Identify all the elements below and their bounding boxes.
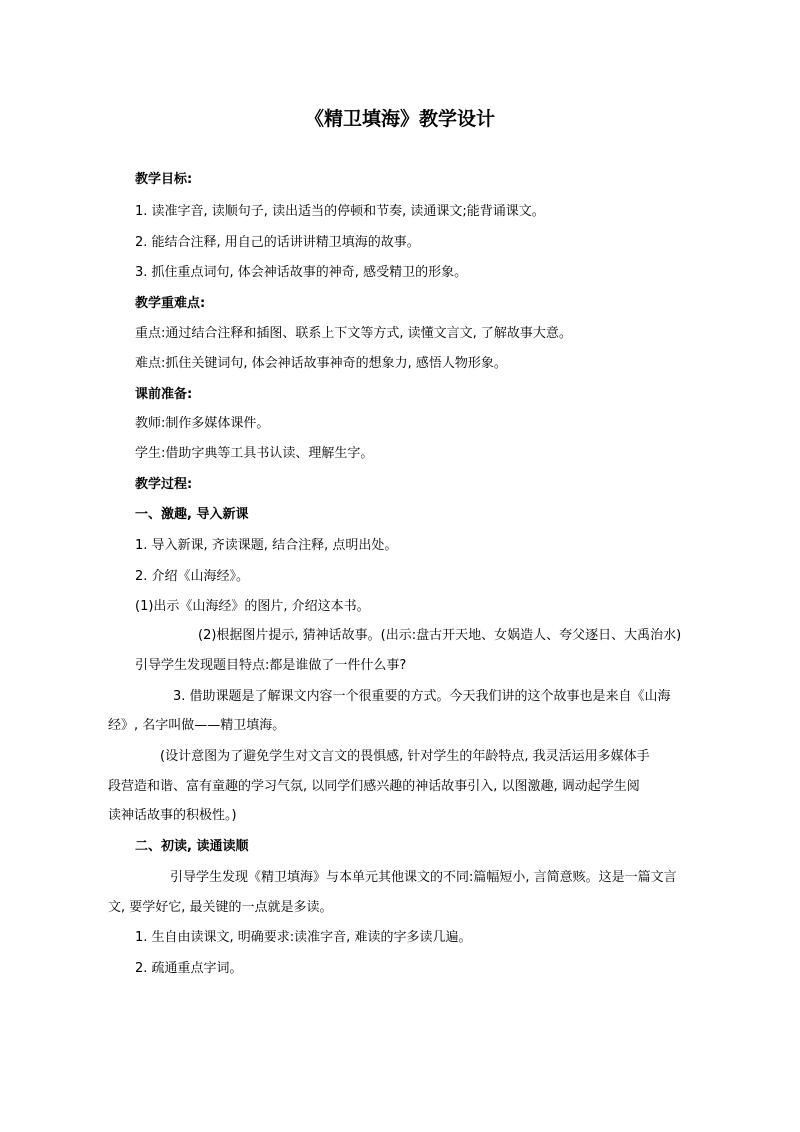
section-heading: 教学目标:	[135, 172, 193, 187]
paragraph-line: 2. 能结合注释, 用自己的话讲讲精卫填海的故事。	[135, 235, 420, 250]
paragraph-line: 教师:制作多媒体课件。	[135, 416, 270, 431]
paragraph-line: 2. 介绍《山海经》。	[135, 569, 250, 584]
paragraph-line: 3. 借助课题是了解课文内容一个很重要的方式。今天我们讲的这个故事也是来自《山海	[173, 689, 671, 704]
paragraph-line: (设计意图为了避免学生对文言文的畏惧感, 针对学生的年龄特点, 我灵活运用多媒体手	[160, 749, 650, 764]
page-title: 《精卫填海》教学设计	[304, 108, 495, 130]
paragraph-line: 读神话故事的积极性。)	[108, 808, 237, 823]
paragraph-line: 1. 生自由读课文, 明确要求:读准字音, 难读的字多读几遍。	[135, 930, 472, 945]
paragraph-line: (2)根据图片提示, 猜神话故事。(出示:盘古开天地、女娲造人、夸父逐日、大禹治水)	[198, 628, 682, 643]
paragraph-line: 1. 导入新课, 齐读课题, 结合注释, 点明出处。	[135, 538, 398, 553]
section-heading: 一、激趣, 导入新课	[135, 507, 249, 522]
section-heading: 教学重难点:	[135, 296, 206, 311]
paragraph-line: 文, 要学好它, 最关键的一点就是多读。	[108, 900, 333, 915]
paragraph-line: 1. 读准字音, 读顺句子, 读出适当的停顿和节奏, 读通课文;能背诵课文。	[135, 204, 545, 219]
paragraph-line: 引导学生发现《精卫填海》与本单元其他课文的不同:篇幅短小, 言简意赅。这是一篇文言	[170, 870, 677, 885]
section-heading: 二、初读, 读通读顺	[135, 839, 249, 854]
paragraph-line: 难点:抓住关键词句, 体会神话故事神奇的想象力, 感悟人物形象。	[135, 356, 507, 371]
paragraph-line: 引导学生发现题目特点:都是谁做了一件什么事?	[135, 658, 407, 673]
paragraph-line: 重点:通过结合注释和插图、联系上下文等方式, 读懂文言文, 了解故事大意。	[135, 326, 572, 341]
section-heading: 课前准备:	[135, 387, 193, 402]
paragraph-line: 学生:借助字典等工具书认读、理解生字。	[135, 446, 374, 461]
paragraph-line: 2. 疏通重点字词。	[135, 961, 243, 976]
paragraph-line: 3. 抓住重点词句, 体会神话故事的神奇, 感受精卫的形象。	[135, 265, 468, 280]
paragraph-line: 段营造和谐、富有童趣的学习气氛, 以同学们感兴趣的神话故事引入, 以图激趣, 调动起学生阅	[108, 779, 640, 794]
paragraph-line: 经》, 名字叫做——精卫填海。	[108, 718, 286, 733]
section-heading: 教学过程:	[135, 477, 193, 492]
paragraph-line: (1)出示《山海经》的图片, 介绍这本书。	[135, 599, 370, 614]
